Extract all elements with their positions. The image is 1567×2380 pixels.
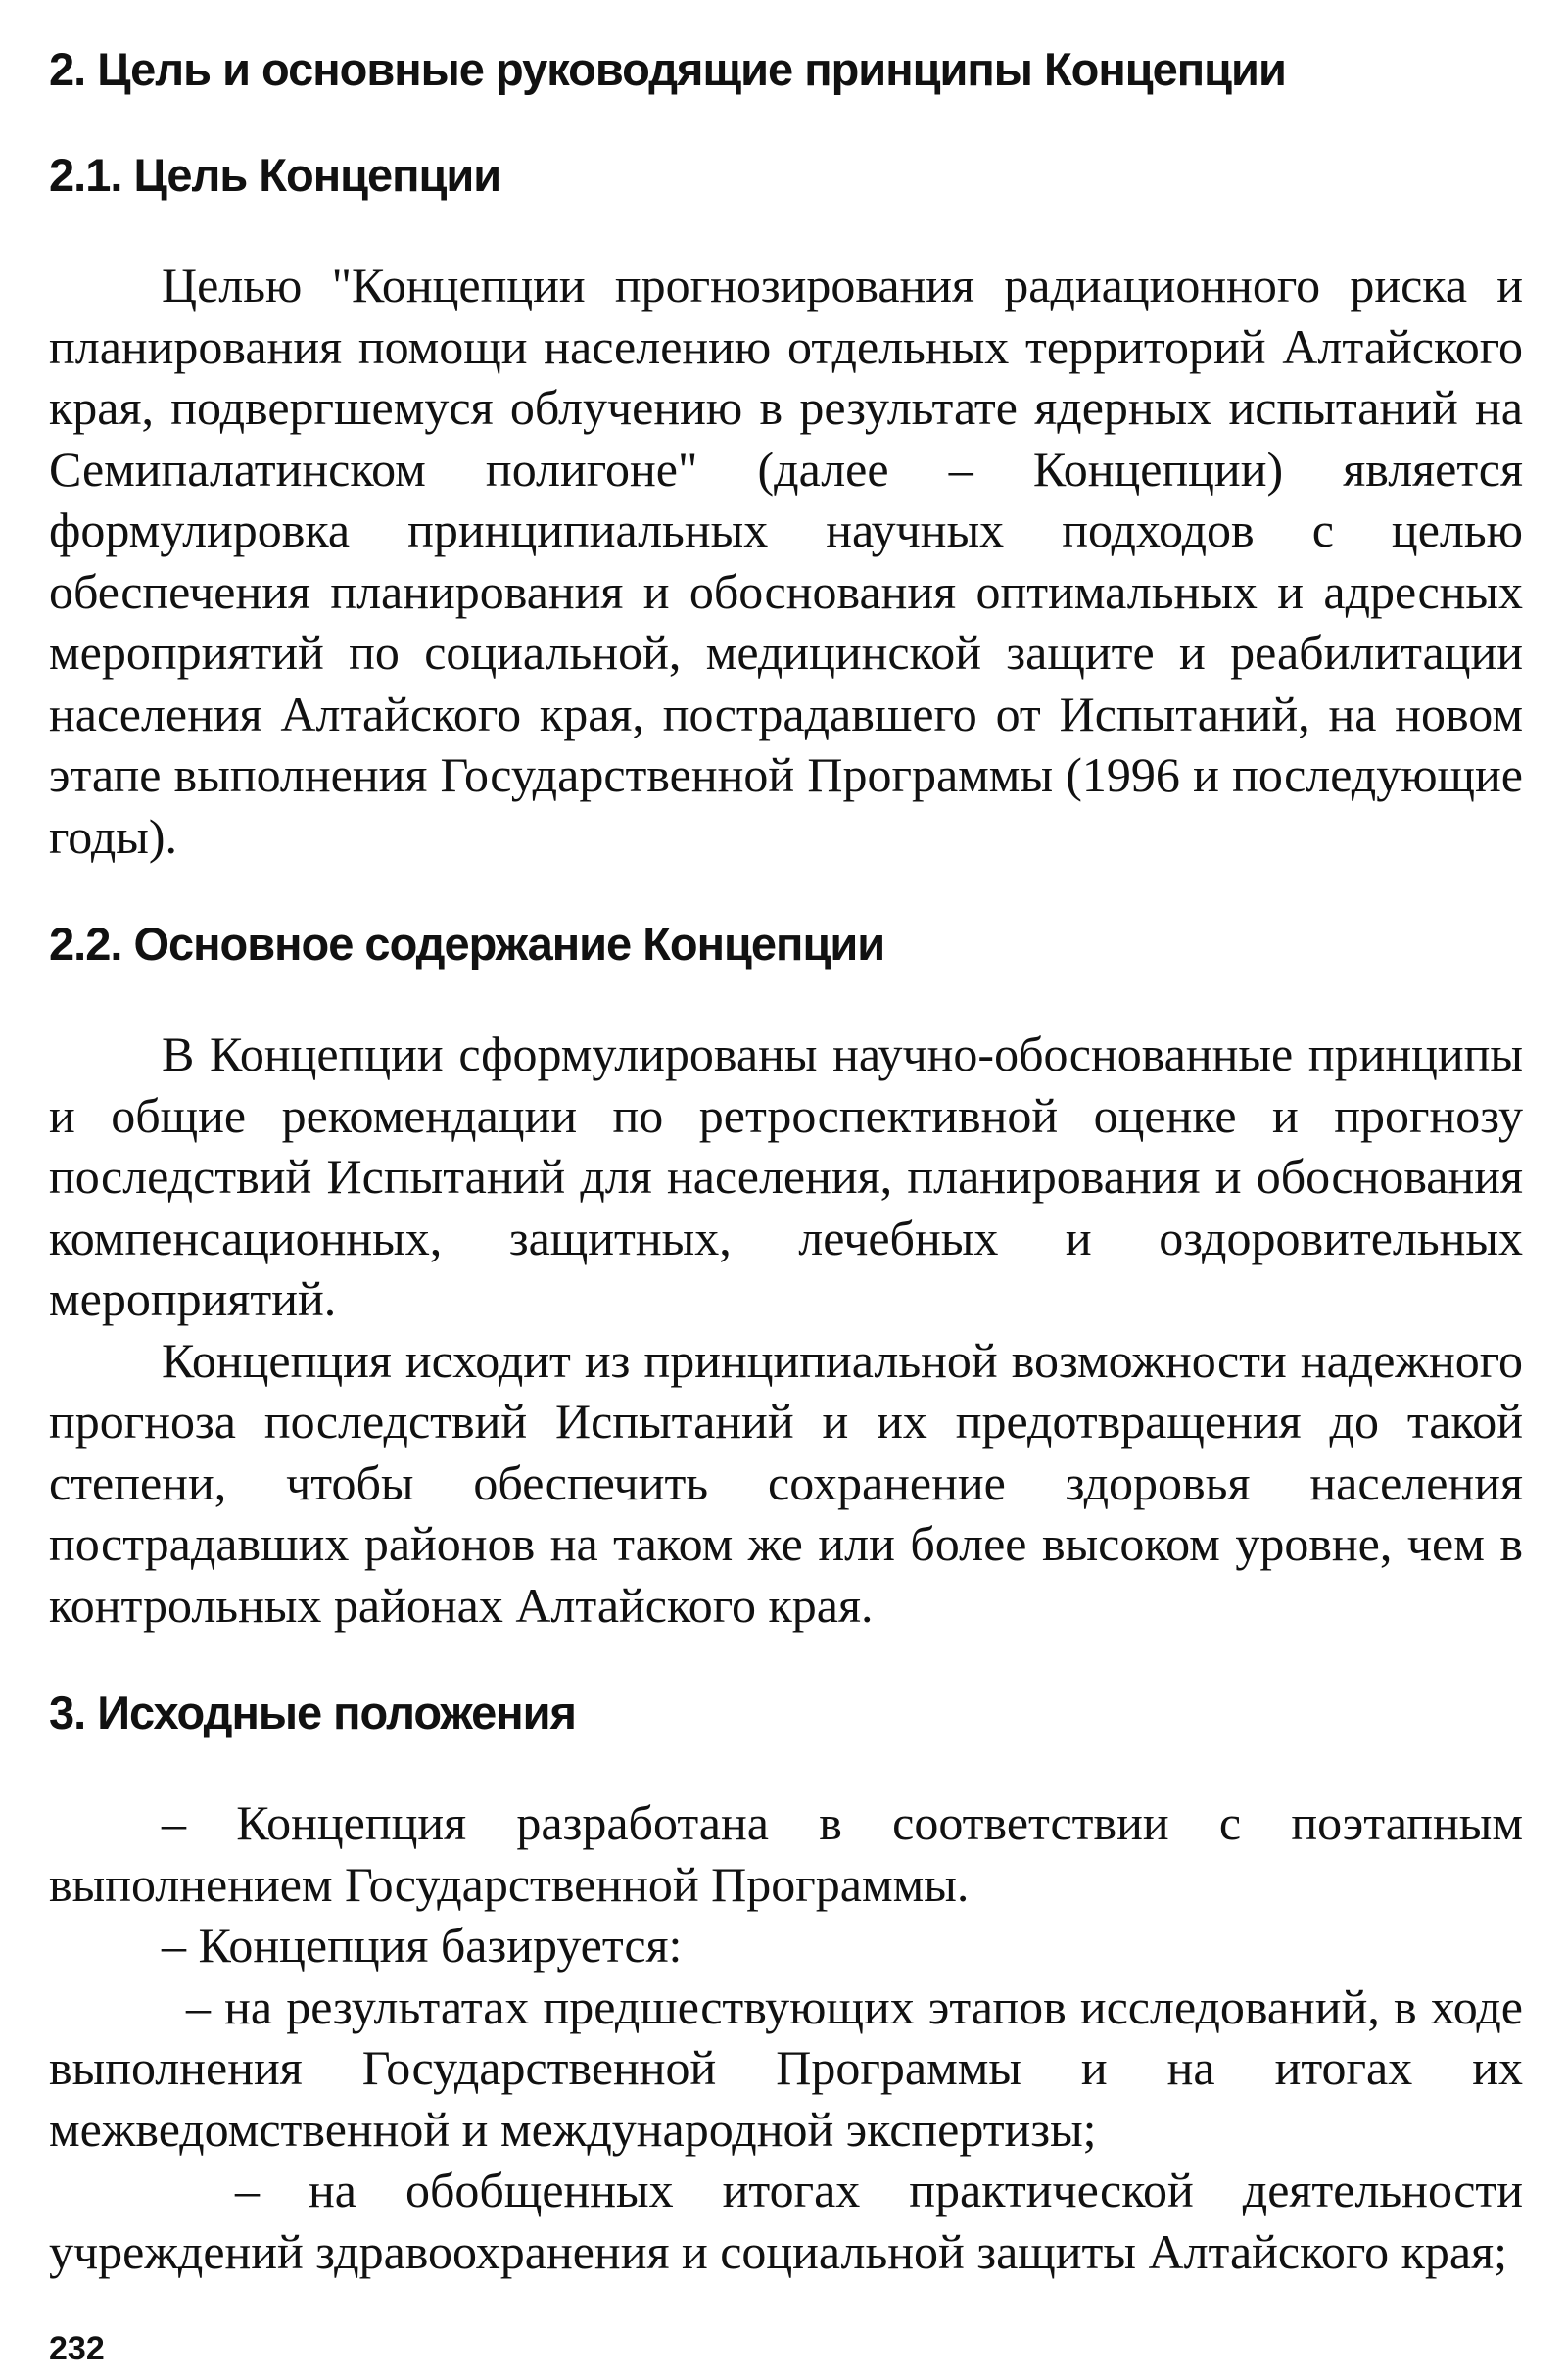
section-heading-2: 2. Цель и основные руководящие принципы Концепции xyxy=(49,43,1286,95)
document-page xyxy=(49,33,1523,2282)
page-number: 232 xyxy=(49,2330,105,2367)
section-heading-2-1: 2.1. Цель Концепции xyxy=(49,149,501,201)
paragraph-content-1: В Концепции сформулированы научно-обоснованные принципы и общие рекомендации по ретроспективной оценке и прогнозу последствий Испытаний для населения, планирования и обоснования компенсационных, защитных, лечебных и оздоровительных мероприятий. xyxy=(49,1026,1523,1326)
list-item: – на обобщенных итогах практической деятельности учреждений здравоохранения и социальной защиты Алтайского края; xyxy=(49,2163,1523,2279)
section-heading-3: 3. Исходные положения xyxy=(49,1687,576,1738)
paragraph-content-2: Концепция исходит из принципиальной возможности надежного прогноза последствий Испытаний и их предотвращения до такой степени, чтобы обеспечить сохранение здоровья населения пострадавших районов на таком же или более высоком уровне, чем в контрольных районах Алтайского края. xyxy=(49,1332,1523,1633)
section-heading-2-2: 2.2. Основное содержание Концепции xyxy=(49,918,885,970)
list-item: – на результатах предшествующих этапов исследований, в ходе выполнения Государственной Программы и на итогах их межведомственной и международной экспертизы; xyxy=(49,1978,1523,2157)
list-item: – Концепция разработана в соответствии с поэтапным выполнением Государственной Программы. xyxy=(49,1795,1523,1912)
paragraph-goal: Целью "Концепции прогнозирования радиационного риска и планирования помощи населению отдельных территорий Алтайского края, подвергшемуся облучению в результате ядерных испытаний на Семипалатинском полигоне" (далее – Концепции) является формулировка принципиальных научных подходов с целью обеспечения планирования и обоснования оптимальных и адресных мероприятий по социальной, медицинской защите и реабилитации населения Алтайского края, пострадавшего от Испытаний, на новом этапе выполнения Государственной Программы (1996 и последующие годы). xyxy=(49,258,1523,864)
list-item: – Концепция базируется: xyxy=(162,1918,683,1973)
